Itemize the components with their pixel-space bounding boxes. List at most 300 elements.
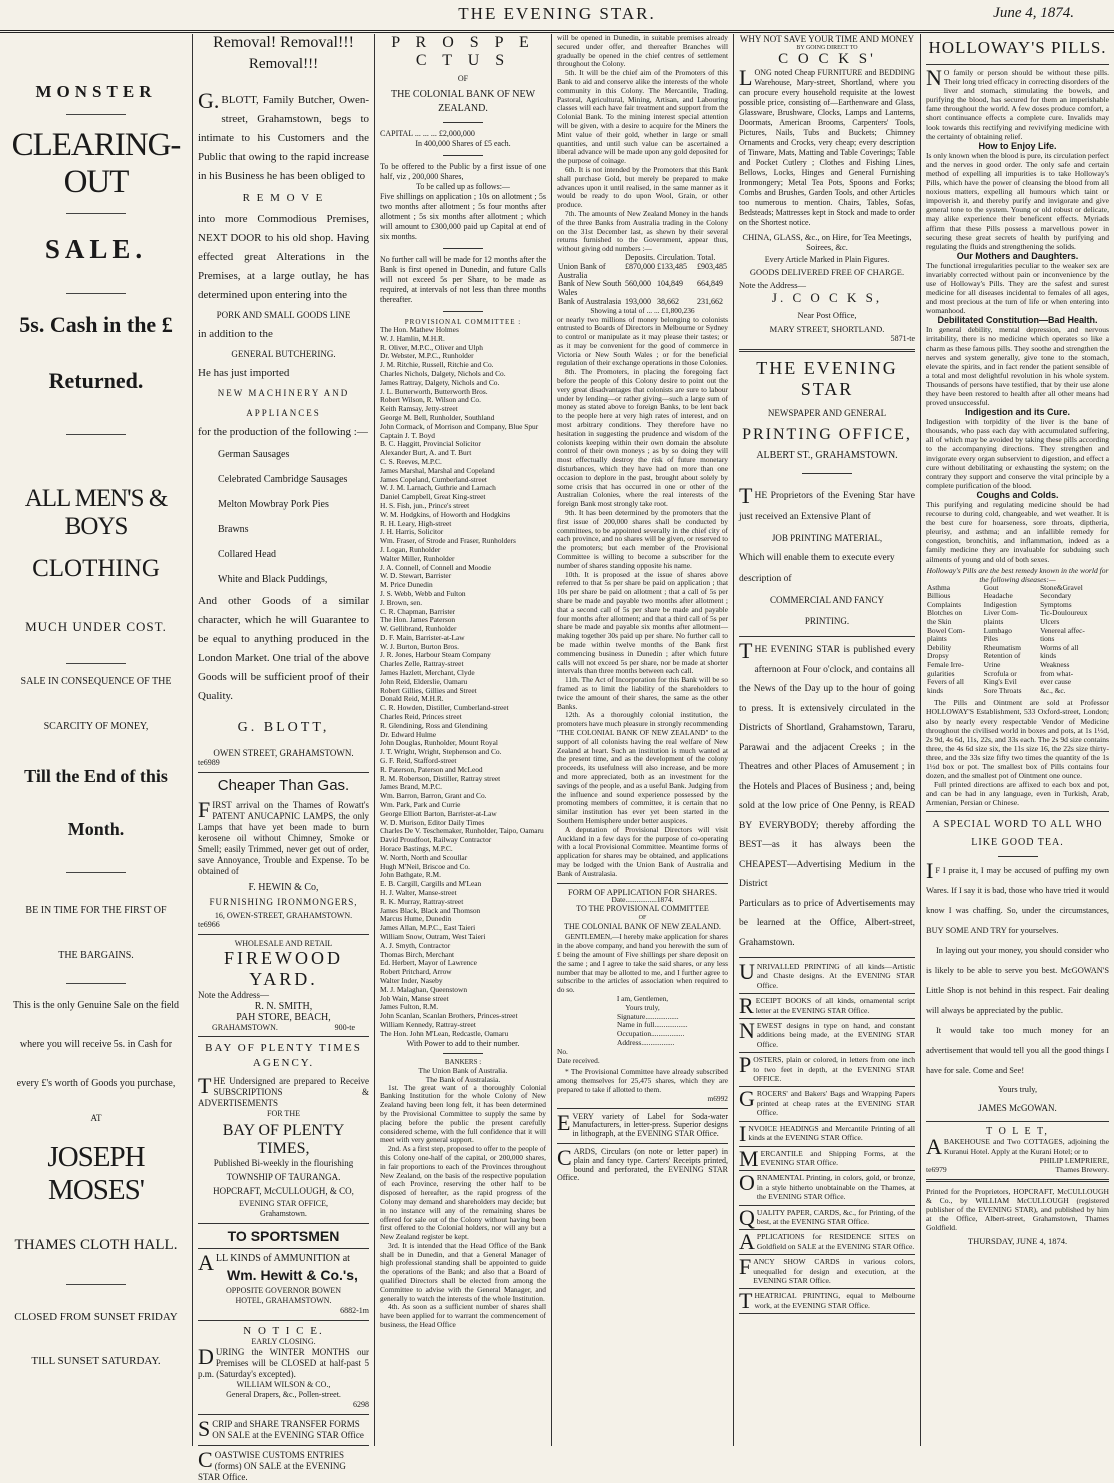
- bay-agents: HOPCRAFT, McCULLOUGH, & CO,: [213, 1186, 354, 1196]
- disease-cell: kinds: [927, 685, 944, 695]
- prospectus-para-4: 4th. As soon as a sufficient number of shares shall have been applied for to warrant the commencement of business, the Head Office: [380, 1302, 546, 1330]
- notice-code: 6298: [353, 1400, 369, 1409]
- table-row: [926, 627, 1109, 636]
- committee-member: George M. Bell, Runholder, Southland: [380, 412, 495, 422]
- cocks-body: LONG noted Cheap FURNITURE and BEDDING Warehouse, Mary-street, Shortland, where you can procure every household requisite at the lowest possible price, consisting of—Earthenware and Glass, Glassware, Brushware, Clocks, Lamps and Lanterns, Doormats, American Brooms, Carpenters' Tools, Pictures, Nails, Tubs and Buckets; Chimney Ornaments and Crocks, very cheap; every description of Tinware, Mats, Matting and Table Coverings; Table and Pocket Cutlery ; Clothes and Fishing Lines, Bellows, Locks, Hinges and General Furnishing Ironmongery; Metal Tea Pots, Spoons and Forks; Combs and Brushes, Garden Tools, and other Articles too numerous to mention. Chairs, Tables, Sofas, Bedsteads; Mattresses kept in Stock and made to order on the Shortest notice.: [739, 65, 915, 227]
- removal-general: GENERAL BUTCHERING.: [231, 349, 336, 359]
- prospectus-11th: 11th. The Act of Incorporation for this Bank will be so framed as to limit the liability of the shareholders to twice the amount of their shares, the same as the other Banks.: [557, 675, 728, 711]
- firewood-top: WHOLESALE AND RETAIL: [234, 939, 333, 948]
- form-to: TO THE PROVISIONAL COMMITTEE: [576, 904, 709, 914]
- sport-hewitt: Wm. Hewitt & Co.'s,: [227, 1267, 358, 1283]
- holloway-diseases: [926, 584, 1109, 696]
- disease-cell: Stone&Gravel: [1040, 582, 1083, 592]
- holloway-b5: This purifying and regulating medicine should be had recourse to during cold, changeable, and wet weather. It is the best cure for hoarseness, sore throats, diptheria, pleurisy, and asthma; and an infallible remedy for congestion, bronchitis, and inflammation, indeed as a family medicine they are invaluable for subduing such ailments of young and old of both sexes.: [926, 499, 1109, 564]
- cocks-direct: BY GOING DIRECT TO: [796, 45, 858, 51]
- removal-body-2: into more Commodious Premises, NEXT DOOR to his old shop. Having effected great Alterations in the Premises, at a large outlay, he has determined upon entering into the: [198, 213, 369, 301]
- column-prospectus-cont: [552, 34, 733, 1446]
- disease-cell: Billious: [927, 591, 951, 601]
- tea-body-1: IF I praise it, I may be accused of puffing my own Wares. If I say it is bad, those who have tried it would know I was chaffing. So, under the circumstances, BUY SOME AND TRY for yourselves.: [926, 858, 1109, 936]
- headline-thames-cloth-hall: THAMES CLOTH HALL.: [14, 1237, 178, 1253]
- disease-cell: Gout: [983, 582, 999, 592]
- disease-cell: Symptoms: [1040, 599, 1072, 609]
- committee-member: J. T. Wright, Wright, Stephenson and Co.: [380, 747, 502, 757]
- prospectus-cont-1: will be opened in Dunedin, in suitable premises already secured under offer, and thereafter Branches will gradually be opened in the chief centres of settlement throughout the Colony.: [557, 33, 728, 69]
- prospectus-5th: 5th. It will be the chief aim of the Promoters of this Bank to aid and conserve alike the interests of the whole community in this Colony. The Mercantile, Trading, Pastoral, Agricultural, Mining, Artisan, and Labouring classes will each have fair treatment and support from the Colonial Bank. To the mining interest special attention will be given, with a desire to acquire for the Miners the Mint value of their gold, whether in large or small quantities, and until such value can be ascertained a liberal advance will be made upon any gold deposited for the purpose of coinage.: [557, 68, 728, 166]
- committee-member: B. C. Haggitt, Provincial Solicitor: [380, 439, 481, 449]
- form-close: I am, Gentlemen,: [616, 994, 669, 1004]
- printing-ad: RECEIPT BOOKS of all kinds, ornamental script letter at the EVENING STAR Office.: [739, 993, 915, 1019]
- printing-ad: MERCANTILE and Shipping Forms, at the EVENING STAR Office.: [739, 1145, 915, 1171]
- committee-member: A. J. Smyth, Contractor: [380, 940, 451, 950]
- committee-member: J. M. Ritchie, Russell, Ritchie and Co.: [380, 360, 494, 370]
- disease-cell: Worms of all: [1040, 642, 1079, 652]
- printing-ad: QUALITY PAPER, CARDS, &c., for Printing, of the best, at the EVENING STAR Office.: [739, 1204, 915, 1230]
- table-header: Circulation.: [657, 252, 695, 262]
- star-printing: PRINTING.: [804, 616, 850, 626]
- text-scarcity: SCARCITY OF MONEY,: [43, 721, 149, 732]
- committee-member: Walter Inder, Naseby: [380, 975, 443, 985]
- committee-member: Dr. Webster, M.P.C., Runholder: [380, 351, 474, 361]
- committee-member: W. M. Hodgkins, of Howorth and Hodgkins: [380, 509, 511, 519]
- disease-cell: Rheumatism: [983, 642, 1021, 652]
- firewood-code: 900-te: [334, 1023, 355, 1032]
- holloway-h1: How to Enjoy Life.: [978, 140, 1057, 151]
- disease-cell: Indigestion: [983, 599, 1017, 609]
- disease-cell: Tic-Douloureux: [1040, 608, 1088, 618]
- table-header: Deposits.: [625, 252, 655, 262]
- committee-member: Charles Zelle, Rattray-street: [380, 659, 464, 669]
- star-ads: [739, 959, 915, 1314]
- table-row: [926, 609, 1109, 618]
- notice-trade: General Drapers, &c., Pollen-street.: [226, 1390, 341, 1399]
- deposits-total: Showing a total of ... ... £1,800,236: [590, 305, 695, 315]
- table-row: [926, 687, 1109, 696]
- list-item: German Sausages: [218, 449, 290, 460]
- disease-cell: Female Irre-: [927, 659, 964, 669]
- committee-member: William Snow, Outram, West Taieri: [380, 931, 486, 941]
- disease-cell: Secondary: [1040, 591, 1072, 601]
- text-till-sunset: TILL SUNSET SATURDAY.: [31, 1355, 161, 1367]
- prospectus-bank: THE COLONIAL BANK OF NEW ZEALAND.: [390, 89, 536, 114]
- gas-body: FIRST arrival on the Thames of Rowatt's PATENT ANUCAPNIC LAMPS, the only Lamps that have yet been made to burn kerosene oil without Chimney, Smoke or Smell; easily Trimmed, never get out of order, save Annoyance, Trouble and Expense. To be obtained of: [198, 797, 369, 876]
- disease-cell: plaints: [927, 634, 947, 644]
- committee-title: PROVISIONAL COMMITTEE :: [404, 318, 522, 326]
- text-every: every £'s worth of Goods you purchase,: [16, 1078, 176, 1089]
- bay-published: Published Bi-weekly in the flourishing: [213, 1158, 354, 1168]
- printing-ad: FANCY SHOW CARDS in various colors, unequalled for design and execution, at the EVENING STAR Office.: [739, 1254, 915, 1285]
- holloway-intro: NO family or person should be without these pills. Their long tried efficacy in correcting disorders of the liver and stomach, stimulating the bowels, and purifying the blood, has secured for them an imperishable fame throughout the world. A few doses produce comfort, a short continuance effects a complete cure. Invalids may look towards this rectifying and revivifying medicine with the certainty of obtaining relief.: [926, 65, 1109, 141]
- committee-member: J. S. Webb, Webb and Fulton: [380, 588, 466, 598]
- notice-name: WILLIAM WILSON & CO.,: [236, 1380, 331, 1389]
- firewood-store: PAH STORE, BEACH,: [236, 1012, 331, 1023]
- printing-ad: NEWEST designs in type on hand, and constant additions being made, at the EVENING STAR Office.: [739, 1018, 915, 1049]
- form-fields: [557, 1013, 728, 1048]
- sport-address: OPPOSITE GOVERNOR BOWEN: [225, 1286, 342, 1295]
- disease-cell: King's Evil: [983, 677, 1017, 687]
- prospectus-capital: CAPITAL ... ... ... £2,000,000: [380, 129, 475, 138]
- table-cell: £870,000: [625, 261, 655, 271]
- disease-cell: Urine: [983, 659, 1001, 669]
- table-cell: Bank of New South Wales: [558, 279, 622, 298]
- list-item: White and Black Puddings,: [218, 574, 328, 585]
- firewood-title: FIREWOOD YARD.: [224, 948, 343, 989]
- committee-member: The Hon. James Paterson: [380, 615, 456, 625]
- bay-body: THE Undersigned are prepared to Receive SUBSCRIPTIONS & ADVERTISEMENTS: [198, 1073, 369, 1108]
- prospectus-offer: To be offered to the Public by a first issue of one half, viz , 200,000 Shares,: [380, 162, 546, 181]
- holloway-h5: Coughs and Colds.: [976, 489, 1059, 500]
- prospectus-6th: 6th. It is not intended by the Promoters that this Bank shall purchase Gold, but merely be prepared to make advances upon it until realised, in the same manner as it would be ready to do upon Wool, Grain, or other produce.: [557, 164, 728, 210]
- committee-member: Ed. Herbert, Mayor of Lawrence: [380, 958, 477, 968]
- bay-title: BAY OF PLENTY TIMES AGENCY.: [205, 1042, 362, 1069]
- form-date: Date.................1874.: [611, 895, 674, 905]
- star-particulars: Particulars as to price of Advertisements may be learned at the Office, Albert-street, Grahamstown.: [739, 898, 915, 948]
- disease-cell: Weakness: [1040, 659, 1070, 669]
- list-item: Brawns: [218, 524, 249, 535]
- committee-member: John Reid, Elderslie, Oamaru: [380, 676, 468, 686]
- committee-member: Dr. Edward Hulme: [380, 729, 437, 739]
- committee-member: James Rattray, Dalgety, Nichols and Co.: [380, 377, 500, 387]
- committee-member: James Copeland, Cumberland-street: [380, 474, 487, 484]
- let-footer: [926, 1165, 1109, 1174]
- headline-month: Month.: [67, 819, 125, 839]
- committee-member: Wm. Park, Park and Currie: [380, 800, 461, 810]
- disease-cell: Liver Com-: [983, 608, 1019, 618]
- headline-returned: Returned.: [48, 368, 144, 393]
- disease-cell: plaints: [983, 616, 1004, 626]
- let-title: T O L E T,: [986, 1126, 1049, 1138]
- printing-ad: APPLICATIONS for RESIDENCE SITES on Goldfield on SALE at the EVENING STAR Office.: [739, 1229, 915, 1255]
- notice-body: DURING the WINTER MONTHS our Premises will be CLOSED at half-past 5 p.m. (Saturday's excepted).: [198, 1344, 369, 1379]
- let-code: te6979: [926, 1164, 947, 1174]
- committee-member: W. D. Murison, Editor Daily Times: [380, 817, 485, 827]
- star-publication: THE EVENING STAR is published every afternoon at Four o'clock, and contains all the News of the Day up to the hour of going to press. It is extensively circulated in the Districts of Shortland, Grahamstown, Tararu, Parawai and the adjacent Creeks ; in the Theatres and other Places of Amusement ; in the Hotels and Places of Business ; and, being sold at the low price of One Penny, is READ BY EVERYBODY; thereby affording the BEST—as it has always been the CHEAPEST—Advertising Medium in the District: [739, 638, 915, 889]
- removal-addition: in addition to the: [198, 328, 273, 340]
- prospectus-para-3: 3rd. It is intended that the Head Office of the Bank shall be in Dunedin, and that a General Manager of high professional standing shall be appointed to guide the operations of the Bank; and also that a Board of qualified Directors shall be elected from among the Committee to advise with the General Manager, and generally to watch the interests of the whole Institution.: [380, 1240, 546, 1303]
- form-bank: THE COLONIAL BANK OF NEW ZEALAND.: [564, 921, 721, 931]
- removal-title: Removal! Removal!!!: [213, 34, 354, 51]
- cocks-street: MARY STREET, SHORTLAND.: [769, 324, 885, 334]
- headline-sale: SALE.: [44, 234, 148, 264]
- prospectus-10th: 10th. It is proposed at the issue of shares above referred to that 5s per share be paid on application ; that 10s per share be paid on allotment ; that a call of 5s per share be made and payable two months after allotment ; that a second call of 5s per share be made and payable four months after allotment; and that a third call of 5s per share be made and payable six months after allotment—making together 30s paid up per share. No further call to be made within twelve months of the Bank first commencing business in Dunedin ; after which future calls will not exceed 5s per share, nor be made at shorter intervals than three months between each call.: [557, 569, 728, 676]
- gas-code: te6966: [198, 920, 220, 929]
- holloway-h3: Debilitated Constitution—Bad Health.: [937, 315, 1098, 326]
- disease-cell: Asthma: [927, 582, 950, 592]
- committee-member: J. A. Connell, of Connell and Moodie: [380, 562, 492, 572]
- table-row: [557, 263, 728, 281]
- prospectus-8th: 8th. The Promoters, in placing the foregoing fact before the people of this Colony desire to point out the very great disadvantages that colonists are sure to labour under by lending—or rather giving—such a large sum of money as stated above to foreign Banks, to be lent back to the people here at very high rates of interest, and on most arbitrary conditions. They therefore have no hesitation in suggesting the prudence and wisdom of the colonists keeping within their own domain the absolute control of their own moneys ; as by so doing they will most effectually destroy the risk of future monetary disturbances, which they have had on more than one occasion to deplore in the past, brought about solely by some crisis that has occurred in one or other of the Australian Colonies, where the real interests of the foreign Bank most strongly take root.: [557, 367, 728, 509]
- star-title: THE EVENING STAR: [756, 358, 898, 399]
- disease-cell: gularities: [927, 668, 955, 678]
- column-prospectus: [375, 34, 551, 1446]
- disease-cell: &c., &c.: [1040, 685, 1066, 695]
- committee-member: W. D. Stewart, Barrister: [380, 571, 452, 581]
- gas-title: Cheaper Than Gas.: [217, 777, 350, 794]
- form-yours: Yours truly,: [625, 1002, 660, 1012]
- prospectus-9th: 9th. It has been determined by the promoters that the first issue of 200,000 shares shall be conducted by committees, to be appointed severally in the chief city of each province, and no shares will be given, or reserved to the promoters; but each member of the Provisional Committee is willing to become a subscriber for the number of shares standing opposite his name.: [557, 508, 728, 570]
- list-item: Melton Mowbray Pork Pies: [218, 499, 329, 510]
- star-commercial: COMMERCIAL AND FANCY: [769, 595, 884, 605]
- committee-member: Thomas Birch, Merchant: [380, 949, 455, 959]
- sport-body: ALL KINDS of AMMUNITION at: [198, 1250, 350, 1275]
- prospectus-para-2: 2nd. As a first step, proposed to offer to the people of this Colony one-half of the capital, or 200,000 shares, in fair proportions to each of the Provinces throughout New Zealand, on the basis of the respective population of each Province, reserving the other half to be disposed of hereafter, as the rapid progress of the Colony may demand and shareholders may decide; but in no instance will any of the remaining shares be offered for sale out of the Colony without having been first offered to the Colonial holders, nor will any but a New Zealand register be kept.: [380, 1144, 546, 1242]
- star-job: JOB PRINTING MATERIAL,: [771, 533, 883, 543]
- masthead-date: June 4, 1874.: [993, 5, 1074, 21]
- bay-town: TOWNSHIP OF TAURANGA.: [226, 1172, 341, 1182]
- table-header: Total.: [697, 252, 716, 262]
- column-cocks-star: [734, 34, 920, 1446]
- column-adverts-2: [193, 34, 374, 1482]
- firewood-town-row: [198, 1023, 369, 1032]
- disease-cell: Ulcers: [1040, 616, 1060, 626]
- prospectus-title: P R O S P E C T U S: [391, 34, 535, 69]
- prospectus-para-1: 1st. The great want of a thoroughly Colonial Banking Institution for the whole Colony of New Zealand having been long felt, it has been determined by the Provisional Committee to supply the same by placing before the public the present carefully considered scheme, with the full confidence that it will meet with very general support.: [380, 1082, 546, 1145]
- committee-member: John Bathgate, R.M.: [380, 870, 441, 880]
- cocks-name: J. C O C K S,: [771, 290, 883, 305]
- headline-clothing: CLOTHING: [32, 555, 160, 582]
- firewood-name: R. N. SMITH,: [254, 1001, 313, 1012]
- disease-cell: ever cause: [1040, 677, 1072, 687]
- holloway-b7: Full printed directions are affixed to each box and pot, and can be had in any language, even in Turkish, Arab, Armenian, Persian or Chinese.: [926, 780, 1109, 808]
- cocks-note: Note the Address—: [739, 280, 807, 290]
- holloway-b3: In general debility, mental depression, and nervous irritability, there is no medicine which operates so like a charm as these famous pills. They soothe and strengthen the nerves and system generally, give tone to the stomach, elevate the spirits, and in fact render the patient sensible of a total and most delightful revolution in his whole system. Thousands of persons have testified, that by their use alone they have been restored to health after all other means had proved unsuccessful.: [926, 325, 1109, 408]
- printing-ad: ORNAMENTAL Printing, in colors, gold, or bronze, in a style hitherto unobtainable on the Thames, at the EVENING STAR Office.: [739, 1170, 915, 1202]
- committee-member: D. F. Main, Barrister-at-Law: [380, 632, 465, 642]
- committee-member: David Proudfoot, Railway Contractor: [380, 835, 492, 845]
- prospectus-7th: 7th. The amounts of New Zealand Money in the hands of the three Banks from Australia trading in the Colony on the 31st December last, as shewn by their several returns furnished to the Government, appear thus, without giving odd numbers :—: [557, 208, 728, 254]
- table-cell: Union Bank of Australia: [558, 261, 606, 280]
- printing-ad: UNRIVALLED PRINTING of all kinds—Artistic and Chaste designs. At the EVENING STAR Office.: [739, 959, 915, 990]
- column-holloway: [921, 34, 1114, 1446]
- text-at: AT: [90, 1113, 102, 1123]
- headline-joseph-moses: JOSEPH MOSES': [47, 1141, 145, 1206]
- holloway-h4: Indigestion and its Cure.: [964, 407, 1070, 418]
- imprint-date: THURSDAY, JUNE 4, 1874.: [967, 1236, 1068, 1247]
- committee-member: E. B. Cargill, Cargills and M'Lean: [380, 879, 482, 889]
- removal-code: te6989: [198, 758, 220, 767]
- imprint: Printed for the Proprietors, HOPCRAFT, McCULLOUGH & Co., by WILLIAM McCULLOUGH (registered publisher of the EVENING STAR), and published by him at the Office, Albert-street, Grahamstown, Thames Goldfield.: [926, 1186, 1109, 1232]
- disease-cell: Lumbago: [983, 625, 1012, 635]
- cocks-title: C O C K S': [778, 51, 876, 67]
- form-field-address: Address..................: [617, 1038, 675, 1048]
- committee-member: James Black, Black and Thomson: [380, 905, 481, 915]
- committee-member: H. S. Fish, jun., Prince's street: [380, 500, 470, 510]
- committee-member: W. J. M. Larnach, Guthrie and Larnach: [380, 483, 496, 493]
- committee-member: W. J. Burton, Burton Bros.: [380, 641, 459, 651]
- sport-title: TO SPORTSMEN: [227, 1228, 340, 1244]
- removal-machinery: NEW MACHINERY AND: [217, 388, 350, 398]
- prospectus-shares: In 400,000 Shares of £5 each.: [415, 139, 511, 148]
- text-receive: where you will receive 5s. in Cash for: [19, 1039, 173, 1050]
- list-item: Collared Head: [218, 549, 277, 560]
- disease-cell: Fevers of all: [927, 677, 964, 687]
- committee-member: Daniel Campbell, Great King-street: [380, 492, 486, 502]
- disease-cell: Sore Throats: [983, 685, 1022, 695]
- text-consequence: SALE IN CONSEQUENCE OF THE: [20, 676, 172, 687]
- star-printing-office: PRINTING OFFICE,: [742, 426, 912, 443]
- sport-code: 6882-1m: [340, 1306, 369, 1315]
- committee-member: James Hazlett, Merchant, Clyde: [380, 668, 475, 678]
- table-cell: 664,849: [697, 279, 723, 289]
- form-of: OF: [638, 914, 647, 921]
- prospectus-deputation: A deputation of Provisional Directors will visit Auckland in a few days for the purpose of co-operating with a local Provisional Committee. Meantime forms of application for shares may be obtained, and applications may be lodged with the Union Bank of Australia and Bank of Australasia.: [557, 824, 728, 878]
- removal-production: for the production of the following :—: [198, 426, 368, 438]
- bay-paper: BAY OF PLENTY TIMES,: [222, 1122, 345, 1157]
- committee-member: James Marshal, Marshal and Copeland: [380, 465, 495, 475]
- tea-title: A SPECIAL WORD TO ALL WHO LIKE GOOD TEA.: [932, 819, 1103, 849]
- form-no: No.: [557, 1046, 568, 1056]
- removal-address: OWEN STREET, GRAHAMSTOWN.: [213, 748, 354, 758]
- disease-cell: Headache: [983, 591, 1013, 601]
- firewood-town: GRAHAMSTOWN.: [212, 1023, 278, 1032]
- tea-body-2: In laying out your money, you should consider who is likely to be able to serve you best. McGOWAN'S Little Shop is not behind in this respect. Fair dealing will always be appreciated by the public.: [926, 946, 1109, 1016]
- committee-member: J. L. Butterworth, Butterworth Bros.: [380, 386, 488, 396]
- cocks-code: 5871-te: [890, 334, 915, 343]
- disease-cell: kinds: [1040, 651, 1057, 661]
- committee-member: James Brand, M.P.C.: [380, 782, 443, 792]
- committee-member: Charles De V. Teschemaker, Runholder, Taipo, Oamaru: [380, 826, 544, 836]
- committee-member: H. J. Walter, Manse-street: [380, 888, 457, 897]
- committee-member: R. Oliver, M.P.C., Oliver and Ulph: [380, 342, 483, 352]
- bankers-union: The Union Bank of Australia.: [418, 1065, 508, 1075]
- labels-ad: EVERY variety of Label for Soda-water Manufacturers, in letter-press. Superior designs in lithograph, at the EVENING STAR Office.: [557, 1109, 728, 1139]
- removal-items: [198, 442, 369, 592]
- let-name: PHILIP LEMPRIERE,: [1039, 1155, 1109, 1165]
- text-genuine: This is the only Genuine Sale on the field: [12, 1000, 180, 1011]
- table-row: [557, 280, 728, 298]
- removal-appliances: APPLIANCES: [246, 408, 321, 418]
- gas-furnishing: FURNISHING IRONMONGERS,: [209, 897, 358, 907]
- holloway-h2: Our Mothers and Daughters.: [956, 250, 1079, 261]
- cocks-marked: Every Article Marked in Plain Figures.: [764, 255, 890, 264]
- form-field-signature: Signature..................: [617, 1011, 679, 1021]
- bankers-australasia: The Bank of Australasia.: [425, 1074, 501, 1084]
- disease-cell: from what-: [1040, 668, 1074, 678]
- star-address: ALBERT ST., GRAHAMSTOWN.: [756, 450, 898, 461]
- committee-member: Horace Bastings, M.P.C.: [380, 844, 453, 854]
- committee-member: James Allan, M.P.C., East Taieri: [380, 923, 476, 933]
- disease-cell: tions: [1040, 634, 1055, 644]
- prospectus-called: To be called up as follows:—: [416, 182, 510, 191]
- star-subtitle: NEWSPAPER AND GENERAL: [767, 408, 887, 418]
- holloway-title: HOLLOWAY'S PILLS.: [928, 38, 1107, 57]
- committee-member: Robert Gillies, Gillies and Street: [380, 685, 477, 695]
- table-row: [926, 584, 1109, 593]
- prospectus-further: No further call will be made for 12 months after the Bank is first opened in Dunedin, and future Calls will not exceed 5s per Share, to be made as required, at intervals of not less than three months thereafter.: [380, 255, 546, 304]
- table-cell: £133,485: [657, 261, 687, 271]
- removal-pork: PORK AND SMALL GOODS LINE: [216, 310, 351, 320]
- form-body: GENTLEMEN,—I hereby make application for shares in the above company, and hand you herewith the sum of £ being the amount of Five shillings per share deposit on the same ; and I agree to take the said shares, or any less number that may be allotted to me, and I further agree to subscribe to the articles of association when required to do so.: [557, 932, 728, 995]
- committee-member: James Fulton, R.M.: [380, 1002, 439, 1012]
- printing-ad: POSTERS, plain or colored, in letters from one inch to two feet in depth, at the EVENING STAR OFFICE.: [739, 1052, 915, 1084]
- committee-member: R. Glendining, Ross and Glendining: [380, 720, 488, 730]
- text-be-in-time: BE IN TIME FOR THE FIRST OF: [25, 905, 167, 916]
- removal-imported: He has just imported: [198, 367, 290, 379]
- disease-cell: Complaints: [927, 599, 962, 609]
- form-received: Date received.: [557, 1055, 600, 1065]
- list-item: Celebrated Cambridge Sausages: [218, 474, 348, 485]
- committee-member: C. S. Reeves, M.P.C.: [380, 456, 442, 466]
- committee-member: William Kennedy, Rattray-street: [380, 1019, 476, 1029]
- cocks-why: WHY NOT SAVE YOUR TIME AND MONEY: [739, 34, 915, 44]
- table-cell: Bank of Australasia: [558, 296, 622, 306]
- column-moses-sale: [0, 34, 192, 1446]
- disease-cell: Dropsy: [927, 651, 949, 661]
- committee-member: W. J. Hamlin, M.H.R.: [380, 333, 445, 343]
- disease-cell: Debility: [927, 642, 952, 652]
- removal-sign: G. BLOTT,: [237, 720, 330, 735]
- table-cell: 193,000: [625, 296, 651, 306]
- text-bargains: THE BARGAINS.: [58, 950, 134, 961]
- committee-member: G. F. Reid, Stafford-street: [380, 756, 457, 766]
- headline-till-end: Till the End of this: [24, 766, 168, 786]
- committee-member: Captain J. T. Boyd: [380, 430, 435, 440]
- coastwise-ad: COASTWISE CUSTOMS ENTRIES (forms) ON SALE at the EVENING STAR Office.: [198, 1447, 346, 1482]
- committee-member: J. Brown, sen.: [380, 597, 423, 607]
- committee-member: George Elliott Barton, Barrister-at-Law: [380, 808, 497, 818]
- committee-member: R. Paterson, Paterson and McLeod: [380, 764, 483, 774]
- table-cell: 104,849: [657, 279, 683, 289]
- holloway-b6: The Pills and Ointment are sold at Professor HOLLOWAY'S Establishment, 533 Oxford-street, London; also by nearly every respectable Vendor of Medicine throughout the civilised world in boxes and pots, at 1s 1½d, 2s 9d, 4s 6d, 11s, 22s, and 33s each. The 2s 9d size contains three, the 4s 6d size six, the 11s size 16, the 22s size thirty-three, and the 33s size fifty two times the quantity of the 1s 1½d box or pot. The smallest box of Pills contains four dozen, and the smallest pot of Ointment one ounce.: [926, 698, 1109, 781]
- form-field-occupation: Occupation..................: [617, 1029, 685, 1039]
- removal-other: And other Goods of a similar character, which he will Guarantee to be equal to anything produced in the London Market. One trial of the above Goods will be sufficient proof of their Quality.: [198, 595, 369, 702]
- form-field-name: Name in full..................: [617, 1020, 688, 1030]
- masthead-title: THE EVENING STAR.: [458, 4, 656, 23]
- headline-under-cost: MUCH UNDER COST.: [25, 619, 167, 634]
- committee-member: Wm. Fraser, of Strode and Fraser, Runholders: [380, 536, 516, 546]
- table-cell: 38,662: [657, 296, 679, 306]
- gas-hewin: F. HEWIN & Co,: [248, 882, 319, 893]
- form-code: m6992: [707, 1093, 728, 1103]
- gas-address: 16, OWEN-STREET, GRAHAMSTOWN.: [214, 911, 353, 920]
- disease-cell: Scrofula or: [983, 668, 1017, 678]
- committee-member: Charles Reid, Princes street: [380, 712, 462, 722]
- committee-member: J. R. Jones, Harbour Steam Company: [380, 650, 491, 660]
- holloway-b2: The functional irregularities peculiar to the weaker sex are invariably corrected without pain or inconvenience by the use of Holloway's Pills. They are the safest and surest medicine for all diseases incidental to females of all ages, and most precious at the turn of life or when entering into womanhood.: [926, 260, 1109, 316]
- form-note: * The Provisional Committee have already subscribed among themselves for 25,475 shares, which they are prepared to take if allotted to them.: [557, 1067, 728, 1095]
- holloway-b1: Is only known when the blood is pure, its circulation perfect and the nerves in good order. The only safe and certain method of expelling all impurities is to take Holloway's Pills, which have the power of cleansing the blood from all noxious matters, expelling all humours which taint or impoverish it, and thereby purify and invigorate and give general tone to the system. Young or old robust or delicate, may alike experience their beneficent effects. Myriads affirm that these Pills possess a marvellous power in securing these great secrets of health by purifying and regulating the fluids and strengthening the solids.: [926, 150, 1109, 251]
- holloway-list-title: Holloway's Pills are the best remedy known in the world for the following diseases:—: [926, 565, 1109, 584]
- disease-cell: Venereal affec-: [1040, 625, 1085, 635]
- headline-monster: MONSTER: [35, 82, 157, 101]
- deposits-table: [557, 254, 728, 307]
- committee-member: Robert Pritchard, Arrow: [380, 967, 452, 977]
- committee-member: R. K. Murray, Rattray-street: [380, 896, 464, 906]
- committee-member: R. H. Leary, High-street: [380, 518, 452, 528]
- committee-member: John Scanlan, Scanlan Brothers, Princes-street: [380, 1011, 518, 1021]
- text-closed: CLOSED FROM SUNSET FRIDAY: [14, 1311, 178, 1323]
- committee-member: The Hon. John M'Lean, Redcastle, Oamaru: [380, 1028, 509, 1038]
- cocks-near: Near Post Office,: [797, 310, 857, 320]
- table-cell: 560,000: [625, 279, 651, 289]
- committee-member: W. Gellibrand, Runholder: [380, 624, 457, 634]
- committee-member: C. R. Howden, Distiller, Cumberland-street: [380, 703, 509, 713]
- committee-power: With Power to add to their number.: [406, 1038, 520, 1048]
- committee-member: Donald Reid, M.H.R.: [380, 694, 444, 704]
- removal-remove: R E M O V E: [242, 192, 325, 204]
- prospectus-12th: 12th. As a thoroughly colonial institution, the promoters have much pleasure in strongly recommending "THE COLONIAL BANK OF NEW ZEALAND" to the support of all colonists having the real welfare of New Zealand at heart. Such an institution is much wanted at the present time, and as the development of the colony proceeds, its usefulness will also increase, and be more and more appreciated, both as an investment for the savings of the people, and as a useful Bank. Judging from the influence and sound experience possessed by the promoting members of committee, it is certain that no similar institution has ever yet been started in the Southern Hemisphere under better auspices.: [557, 710, 728, 825]
- star-enable: Which will enable them to execute every description of: [739, 553, 895, 584]
- committee-member: Job Wain, Manse street: [380, 993, 449, 1003]
- committee-member: Wm. Barron, Barron, Grant and Co.: [380, 791, 487, 801]
- committee-member: C. R. Chapman, Barrister: [380, 606, 456, 616]
- bay-grahamstown: Grahamstown.: [260, 1209, 307, 1218]
- disease-cell: the Skin: [927, 616, 952, 626]
- printing-ad: INVOICE HEADINGS and Mercantile Printing of all kinds at the EVENING STAR Office.: [739, 1120, 915, 1146]
- table-cell: 231,662: [697, 296, 723, 306]
- committee-member: M. Price Dunedin: [380, 580, 433, 590]
- prospectus-7th-cont: or nearly two millions of money belonging to colonists entrusted to Boards of Directors in Melbourne or Sydney to control or manipulate as it may please their tastes; or as it may be convenient for the good of commerce in Victoria or New South Wales ; or for the beneficial regulation of their exchange operations in those Colonies.: [557, 314, 728, 368]
- disease-cell: Retention of: [983, 651, 1021, 661]
